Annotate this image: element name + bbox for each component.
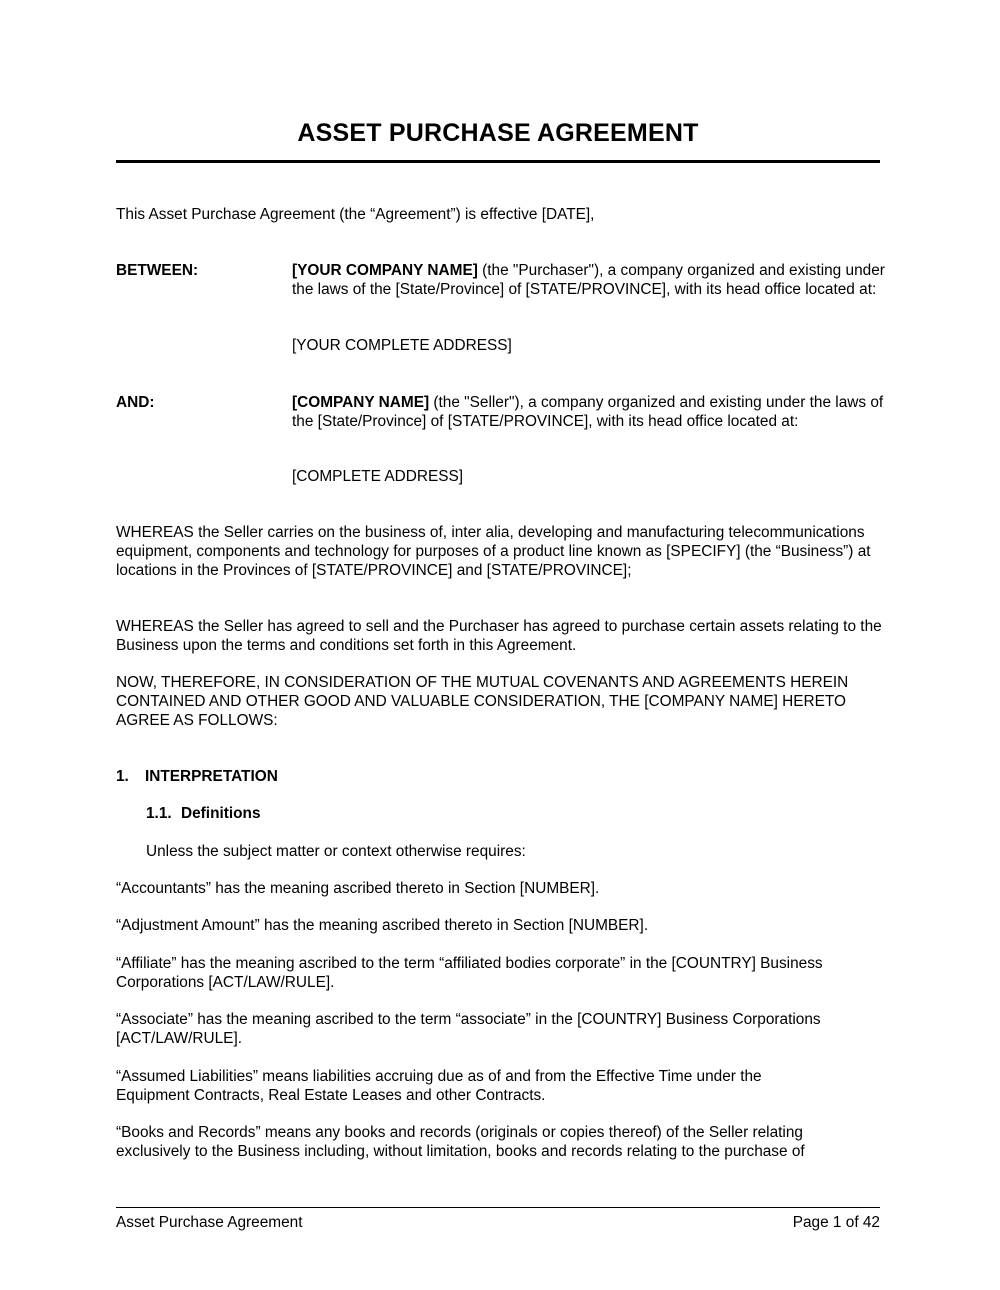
definitions-intro: Unless the subject matter or context otherwise requires: (146, 843, 526, 860)
footer-document-name: Asset Purchase Agreement (116, 1214, 303, 1231)
whereas-business-paragraph: WHEREAS the Seller carries on the business of, inter alia, developing and manufacturing telecommunications equipment, components and technology for purposes of a product line known as [SPECIFY] (the “Business”) at locations in the Provinces of [STATE/PROVINCE] and [STATE/PROVINCE]; (116, 524, 871, 579)
purchaser-paragraph (292, 261, 892, 299)
definition-item: “Assumed Liabilities” means liabilities accruing due as of and from the Effective Time under the Equipment Contracts, Real Estate Leases and other Contracts. (116, 1068, 762, 1104)
section-title: INTERPRETATION (145, 768, 278, 785)
definition-item: “Associate” has the meaning ascribed to the term “associate” in the [COUNTRY] Business Corporations [ACT/LAW/RULE]. (116, 1011, 821, 1047)
document-title: ASSET PURCHASE AGREEMENT (297, 119, 699, 147)
title-divider (116, 160, 880, 163)
subsection-number: 1.1. (146, 805, 172, 822)
subsection-title: Definitions (181, 805, 261, 822)
whereas-sale-paragraph: WHEREAS the Seller has agreed to sell and the Purchaser has agreed to purchase certain assets relating to the Business upon the terms and conditions set forth in this Agreement. (116, 618, 882, 654)
footer-divider (116, 1207, 880, 1208)
purchaser-description: (the "Purchaser"), a company organized and existing under the laws of the [State/Province] of [STATE/PROVINCE], with its head office located at: (292, 262, 885, 298)
seller-paragraph (292, 393, 892, 431)
effective-date-paragraph: This Asset Purchase Agreement (the “Agreement”) is effective [DATE], (116, 206, 595, 223)
definition-item: “Adjustment Amount” has the meaning ascribed thereto in Section [NUMBER]. (116, 917, 649, 934)
page-number: Page 1 of 42 (792, 1214, 880, 1231)
definition-item: “Affiliate” has the meaning ascribed to the term “affiliated bodies corporate” in the [COUNTRY] Business Corporations [ACT/LAW/RULE]. (116, 955, 823, 991)
section-number: 1. (116, 768, 129, 785)
definition-item: “Accountants” has the meaning ascribed thereto in Section [NUMBER]. (116, 880, 600, 897)
now-therefore-paragraph: NOW, THEREFORE, IN CONSIDERATION OF THE MUTUAL COVENANTS AND AGREEMENTS HEREIN CONTAINED AND OTHER GOOD AND VALUABLE CONSIDERATION, THE [COMPANY NAME] HERETO AGREE AS FOLLOWS: (116, 674, 849, 729)
subsection-heading (146, 804, 261, 823)
seller-address: [COMPLETE ADDRESS] (292, 468, 464, 485)
definition-item: “Books and Records” means any books and records (originals or copies thereof) of the Seller relating exclusively to the Business including, without limitation, books and records relating to the purchase of (116, 1124, 805, 1160)
between-label: BETWEEN: (116, 262, 199, 279)
and-label: AND: (116, 394, 155, 411)
purchaser-name: [YOUR COMPANY NAME] (292, 262, 478, 279)
seller-name: [COMPANY NAME] (292, 394, 430, 411)
purchaser-address: [YOUR COMPLETE ADDRESS] (292, 337, 512, 354)
section-heading (116, 767, 278, 786)
seller-description: (the "Seller"), a company organized and existing under the laws of the [State/Province] of [STATE/PROVINCE], with its head office located at: (292, 394, 884, 430)
